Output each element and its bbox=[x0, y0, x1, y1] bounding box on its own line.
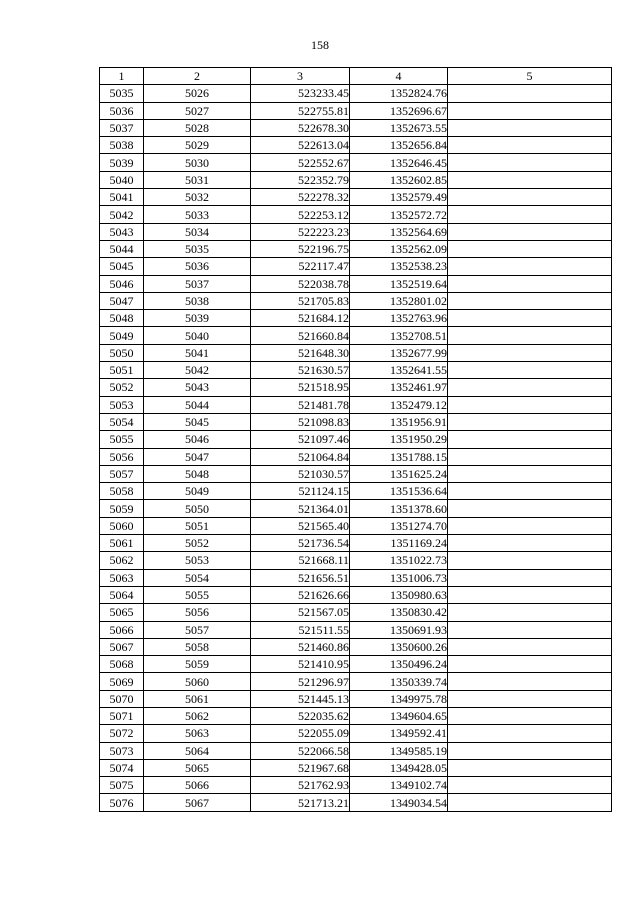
table-row bbox=[100, 690, 612, 707]
point-number: 5075 bbox=[100, 777, 144, 794]
coordinate-x: 521668.11 bbox=[251, 552, 350, 569]
note-cell bbox=[448, 137, 612, 154]
point-number: 5055 bbox=[100, 431, 144, 448]
coordinate-y: 1350691.93 bbox=[350, 621, 448, 638]
table-row bbox=[100, 431, 612, 448]
ref-number: 5049 bbox=[144, 483, 251, 500]
point-number: 5072 bbox=[100, 725, 144, 742]
note-cell bbox=[448, 327, 612, 344]
coordinate-y: 1350496.24 bbox=[350, 656, 448, 673]
note-cell bbox=[448, 310, 612, 327]
ref-number: 5063 bbox=[144, 725, 251, 742]
ref-number: 5034 bbox=[144, 223, 251, 240]
coordinate-x: 521656.51 bbox=[251, 569, 350, 586]
coordinate-y: 1350980.63 bbox=[350, 586, 448, 603]
ref-number: 5028 bbox=[144, 119, 251, 136]
coordinate-x: 521630.57 bbox=[251, 362, 350, 379]
coordinate-x: 522552.67 bbox=[251, 154, 350, 171]
note-cell bbox=[448, 154, 612, 171]
note-cell bbox=[448, 448, 612, 465]
coordinate-x: 521296.97 bbox=[251, 673, 350, 690]
table-row bbox=[100, 154, 612, 171]
coordinate-y: 1352656.84 bbox=[350, 137, 448, 154]
coordinate-y: 1351950.29 bbox=[350, 431, 448, 448]
point-number: 5052 bbox=[100, 379, 144, 396]
point-number: 5046 bbox=[100, 275, 144, 292]
coordinate-x: 521445.13 bbox=[251, 690, 350, 707]
note-cell bbox=[448, 206, 612, 223]
ref-number: 5062 bbox=[144, 707, 251, 724]
coordinate-x: 521762.93 bbox=[251, 777, 350, 794]
table-row bbox=[100, 483, 612, 500]
ref-number: 5042 bbox=[144, 362, 251, 379]
coordinate-x: 522613.04 bbox=[251, 137, 350, 154]
coordinate-x: 521626.66 bbox=[251, 586, 350, 603]
ref-number: 5047 bbox=[144, 448, 251, 465]
note-cell bbox=[448, 413, 612, 430]
coordinate-y: 1349585.19 bbox=[350, 742, 448, 759]
coordinate-x: 521097.46 bbox=[251, 431, 350, 448]
ref-number: 5029 bbox=[144, 137, 251, 154]
coordinate-y: 1352824.76 bbox=[350, 85, 448, 102]
table-row bbox=[100, 552, 612, 569]
note-cell bbox=[448, 707, 612, 724]
coordinate-y: 1350830.42 bbox=[350, 604, 448, 621]
coordinate-y: 1352538.23 bbox=[350, 258, 448, 275]
ref-number: 5058 bbox=[144, 638, 251, 655]
table-row bbox=[100, 275, 612, 292]
table-row bbox=[100, 223, 612, 240]
coordinate-x: 522253.12 bbox=[251, 206, 350, 223]
note-cell bbox=[448, 396, 612, 413]
note-cell bbox=[448, 621, 612, 638]
note-cell bbox=[448, 517, 612, 534]
note-cell bbox=[448, 794, 612, 811]
ref-number: 5050 bbox=[144, 500, 251, 517]
coordinate-y: 1352696.67 bbox=[350, 102, 448, 119]
ref-number: 5030 bbox=[144, 154, 251, 171]
table-row bbox=[100, 535, 612, 552]
column-header-5: 5 bbox=[448, 68, 612, 85]
ref-number: 5038 bbox=[144, 292, 251, 309]
point-number: 5069 bbox=[100, 673, 144, 690]
coordinate-x: 521098.83 bbox=[251, 413, 350, 430]
column-header-4: 4 bbox=[350, 68, 448, 85]
coordinate-y: 1349034.54 bbox=[350, 794, 448, 811]
note-cell bbox=[448, 777, 612, 794]
coordinate-y: 1350600.26 bbox=[350, 638, 448, 655]
table-row bbox=[100, 725, 612, 742]
coordinate-y: 1349102.74 bbox=[350, 777, 448, 794]
point-number: 5045 bbox=[100, 258, 144, 275]
coordinate-x: 522223.23 bbox=[251, 223, 350, 240]
coordinate-x: 522352.79 bbox=[251, 171, 350, 188]
table-row bbox=[100, 742, 612, 759]
ref-number: 5066 bbox=[144, 777, 251, 794]
note-cell bbox=[448, 189, 612, 206]
coordinate-x: 521410.95 bbox=[251, 656, 350, 673]
point-number: 5073 bbox=[100, 742, 144, 759]
coordinate-x: 522035.62 bbox=[251, 707, 350, 724]
ref-number: 5037 bbox=[144, 275, 251, 292]
table-row bbox=[100, 310, 612, 327]
coordinate-y: 1352763.96 bbox=[350, 310, 448, 327]
coordinates-table bbox=[99, 67, 612, 812]
ref-number: 5036 bbox=[144, 258, 251, 275]
coordinate-x: 521736.54 bbox=[251, 535, 350, 552]
table-row bbox=[100, 171, 612, 188]
point-number: 5063 bbox=[100, 569, 144, 586]
table-row bbox=[100, 517, 612, 534]
coordinate-x: 522117.47 bbox=[251, 258, 350, 275]
coordinate-x: 522755.81 bbox=[251, 102, 350, 119]
ref-number: 5064 bbox=[144, 742, 251, 759]
point-number: 5050 bbox=[100, 344, 144, 361]
coordinate-x: 521713.21 bbox=[251, 794, 350, 811]
point-number: 5074 bbox=[100, 759, 144, 776]
ref-number: 5040 bbox=[144, 327, 251, 344]
coordinate-x: 521967.68 bbox=[251, 759, 350, 776]
note-cell bbox=[448, 483, 612, 500]
point-number: 5048 bbox=[100, 310, 144, 327]
point-number: 5056 bbox=[100, 448, 144, 465]
point-number: 5044 bbox=[100, 240, 144, 257]
coordinate-y: 1349428.05 bbox=[350, 759, 448, 776]
ref-number: 5051 bbox=[144, 517, 251, 534]
table-row bbox=[100, 85, 612, 102]
point-number: 5035 bbox=[100, 85, 144, 102]
coordinate-y: 1351536.64 bbox=[350, 483, 448, 500]
table-row bbox=[100, 292, 612, 309]
ref-number: 5065 bbox=[144, 759, 251, 776]
note-cell bbox=[448, 119, 612, 136]
table-row bbox=[100, 673, 612, 690]
ref-number: 5054 bbox=[144, 569, 251, 586]
point-number: 5041 bbox=[100, 189, 144, 206]
table-row bbox=[100, 465, 612, 482]
note-cell bbox=[448, 742, 612, 759]
table-row bbox=[100, 604, 612, 621]
ref-number: 5035 bbox=[144, 240, 251, 257]
coordinate-y: 1352641.55 bbox=[350, 362, 448, 379]
table-header bbox=[100, 68, 612, 85]
point-number: 5054 bbox=[100, 413, 144, 430]
note-cell bbox=[448, 275, 612, 292]
point-number: 5038 bbox=[100, 137, 144, 154]
ref-number: 5060 bbox=[144, 673, 251, 690]
point-number: 5068 bbox=[100, 656, 144, 673]
coordinate-y: 1352519.64 bbox=[350, 275, 448, 292]
table-body bbox=[100, 85, 612, 811]
table-row bbox=[100, 777, 612, 794]
point-number: 5058 bbox=[100, 483, 144, 500]
ref-number: 5055 bbox=[144, 586, 251, 603]
table-row bbox=[100, 362, 612, 379]
point-number: 5040 bbox=[100, 171, 144, 188]
coordinate-y: 1349604.65 bbox=[350, 707, 448, 724]
note-cell bbox=[448, 673, 612, 690]
table-row bbox=[100, 327, 612, 344]
table-row bbox=[100, 638, 612, 655]
ref-number: 5056 bbox=[144, 604, 251, 621]
point-number: 5060 bbox=[100, 517, 144, 534]
note-cell bbox=[448, 431, 612, 448]
coordinate-x: 521481.78 bbox=[251, 396, 350, 413]
table-row bbox=[100, 206, 612, 223]
ref-number: 5033 bbox=[144, 206, 251, 223]
coordinate-x: 522196.75 bbox=[251, 240, 350, 257]
coordinate-x: 522055.09 bbox=[251, 725, 350, 742]
ref-number: 5031 bbox=[144, 171, 251, 188]
point-number: 5065 bbox=[100, 604, 144, 621]
note-cell bbox=[448, 638, 612, 655]
coordinate-y: 1352579.49 bbox=[350, 189, 448, 206]
coordinate-x: 521518.95 bbox=[251, 379, 350, 396]
coordinate-y: 1351006.73 bbox=[350, 569, 448, 586]
ref-number: 5059 bbox=[144, 656, 251, 673]
coordinate-y: 1352461.97 bbox=[350, 379, 448, 396]
point-number: 5049 bbox=[100, 327, 144, 344]
note-cell bbox=[448, 604, 612, 621]
table-row bbox=[100, 189, 612, 206]
table-row bbox=[100, 240, 612, 257]
table-row bbox=[100, 258, 612, 275]
ref-number: 5052 bbox=[144, 535, 251, 552]
coordinate-x: 521030.57 bbox=[251, 465, 350, 482]
coordinate-y: 1352572.72 bbox=[350, 206, 448, 223]
ref-number: 5044 bbox=[144, 396, 251, 413]
note-cell bbox=[448, 586, 612, 603]
coordinate-y: 1352708.51 bbox=[350, 327, 448, 344]
ref-number: 5026 bbox=[144, 85, 251, 102]
coordinate-y: 1349975.78 bbox=[350, 690, 448, 707]
coordinate-x: 521124.15 bbox=[251, 483, 350, 500]
note-cell bbox=[448, 223, 612, 240]
point-number: 5067 bbox=[100, 638, 144, 655]
table-row bbox=[100, 794, 612, 811]
ref-number: 5045 bbox=[144, 413, 251, 430]
note-cell bbox=[448, 240, 612, 257]
coordinate-x: 522066.58 bbox=[251, 742, 350, 759]
coordinate-x: 521648.30 bbox=[251, 344, 350, 361]
note-cell bbox=[448, 535, 612, 552]
table-row bbox=[100, 707, 612, 724]
coordinate-y: 1352602.85 bbox=[350, 171, 448, 188]
page-number: 158 bbox=[311, 38, 329, 52]
ref-number: 5048 bbox=[144, 465, 251, 482]
column-header-1: 1 bbox=[100, 68, 144, 85]
ref-number: 5057 bbox=[144, 621, 251, 638]
note-cell bbox=[448, 690, 612, 707]
coordinate-y: 1352801.02 bbox=[350, 292, 448, 309]
coordinate-y: 1351378.60 bbox=[350, 500, 448, 517]
point-number: 5047 bbox=[100, 292, 144, 309]
coordinate-x: 522278.32 bbox=[251, 189, 350, 206]
point-number: 5043 bbox=[100, 223, 144, 240]
coordinate-x: 521460.86 bbox=[251, 638, 350, 655]
note-cell bbox=[448, 552, 612, 569]
ref-number: 5032 bbox=[144, 189, 251, 206]
point-number: 5057 bbox=[100, 465, 144, 482]
note-cell bbox=[448, 85, 612, 102]
ref-number: 5039 bbox=[144, 310, 251, 327]
coordinate-x: 521660.84 bbox=[251, 327, 350, 344]
point-number: 5064 bbox=[100, 586, 144, 603]
point-number: 5061 bbox=[100, 535, 144, 552]
note-cell bbox=[448, 465, 612, 482]
note-cell bbox=[448, 569, 612, 586]
coordinate-y: 1352677.99 bbox=[350, 344, 448, 361]
note-cell bbox=[448, 656, 612, 673]
coordinate-y: 1351169.24 bbox=[350, 535, 448, 552]
coordinate-x: 523233.45 bbox=[251, 85, 350, 102]
coordinate-y: 1350339.74 bbox=[350, 673, 448, 690]
table-row bbox=[100, 413, 612, 430]
table-row bbox=[100, 119, 612, 136]
note-cell bbox=[448, 725, 612, 742]
ref-number: 5041 bbox=[144, 344, 251, 361]
table-row bbox=[100, 102, 612, 119]
column-header-2: 2 bbox=[144, 68, 251, 85]
point-number: 5037 bbox=[100, 119, 144, 136]
ref-number: 5067 bbox=[144, 794, 251, 811]
note-cell bbox=[448, 102, 612, 119]
coordinate-y: 1352562.09 bbox=[350, 240, 448, 257]
column-header-3: 3 bbox=[251, 68, 350, 85]
table-row bbox=[100, 137, 612, 154]
coordinate-x: 521567.05 bbox=[251, 604, 350, 621]
point-number: 5071 bbox=[100, 707, 144, 724]
ref-number: 5027 bbox=[144, 102, 251, 119]
coordinate-y: 1352479.12 bbox=[350, 396, 448, 413]
table-row bbox=[100, 656, 612, 673]
coordinate-y: 1351788.15 bbox=[350, 448, 448, 465]
table-row bbox=[100, 500, 612, 517]
coordinate-x: 521364.01 bbox=[251, 500, 350, 517]
note-cell bbox=[448, 292, 612, 309]
coordinate-x: 522038.78 bbox=[251, 275, 350, 292]
coordinate-x: 521064.84 bbox=[251, 448, 350, 465]
coordinate-y: 1352673.55 bbox=[350, 119, 448, 136]
ref-number: 5046 bbox=[144, 431, 251, 448]
coordinate-x: 521705.83 bbox=[251, 292, 350, 309]
table-row bbox=[100, 759, 612, 776]
point-number: 5053 bbox=[100, 396, 144, 413]
ref-number: 5061 bbox=[144, 690, 251, 707]
table-row bbox=[100, 344, 612, 361]
table-row bbox=[100, 586, 612, 603]
coordinate-y: 1349592.41 bbox=[350, 725, 448, 742]
coordinate-x: 521565.40 bbox=[251, 517, 350, 534]
coordinate-x: 521684.12 bbox=[251, 310, 350, 327]
point-number: 5076 bbox=[100, 794, 144, 811]
point-number: 5051 bbox=[100, 362, 144, 379]
header-row bbox=[100, 68, 612, 85]
point-number: 5039 bbox=[100, 154, 144, 171]
coordinate-x: 521511.55 bbox=[251, 621, 350, 638]
coordinate-y: 1352646.45 bbox=[350, 154, 448, 171]
coordinate-y: 1351956.91 bbox=[350, 413, 448, 430]
note-cell bbox=[448, 171, 612, 188]
coordinate-x: 522678.30 bbox=[251, 119, 350, 136]
point-number: 5062 bbox=[100, 552, 144, 569]
coordinate-y: 1351274.70 bbox=[350, 517, 448, 534]
table-row bbox=[100, 448, 612, 465]
table-row bbox=[100, 396, 612, 413]
note-cell bbox=[448, 362, 612, 379]
note-cell bbox=[448, 500, 612, 517]
coordinate-y: 1351022.73 bbox=[350, 552, 448, 569]
note-cell bbox=[448, 258, 612, 275]
ref-number: 5043 bbox=[144, 379, 251, 396]
point-number: 5059 bbox=[100, 500, 144, 517]
table-row bbox=[100, 569, 612, 586]
coordinate-y: 1352564.69 bbox=[350, 223, 448, 240]
note-cell bbox=[448, 379, 612, 396]
note-cell bbox=[448, 344, 612, 361]
table-row bbox=[100, 379, 612, 396]
ref-number: 5053 bbox=[144, 552, 251, 569]
note-cell bbox=[448, 759, 612, 776]
point-number: 5070 bbox=[100, 690, 144, 707]
point-number: 5066 bbox=[100, 621, 144, 638]
point-number: 5042 bbox=[100, 206, 144, 223]
coordinate-y: 1351625.24 bbox=[350, 465, 448, 482]
point-number: 5036 bbox=[100, 102, 144, 119]
table-row bbox=[100, 621, 612, 638]
